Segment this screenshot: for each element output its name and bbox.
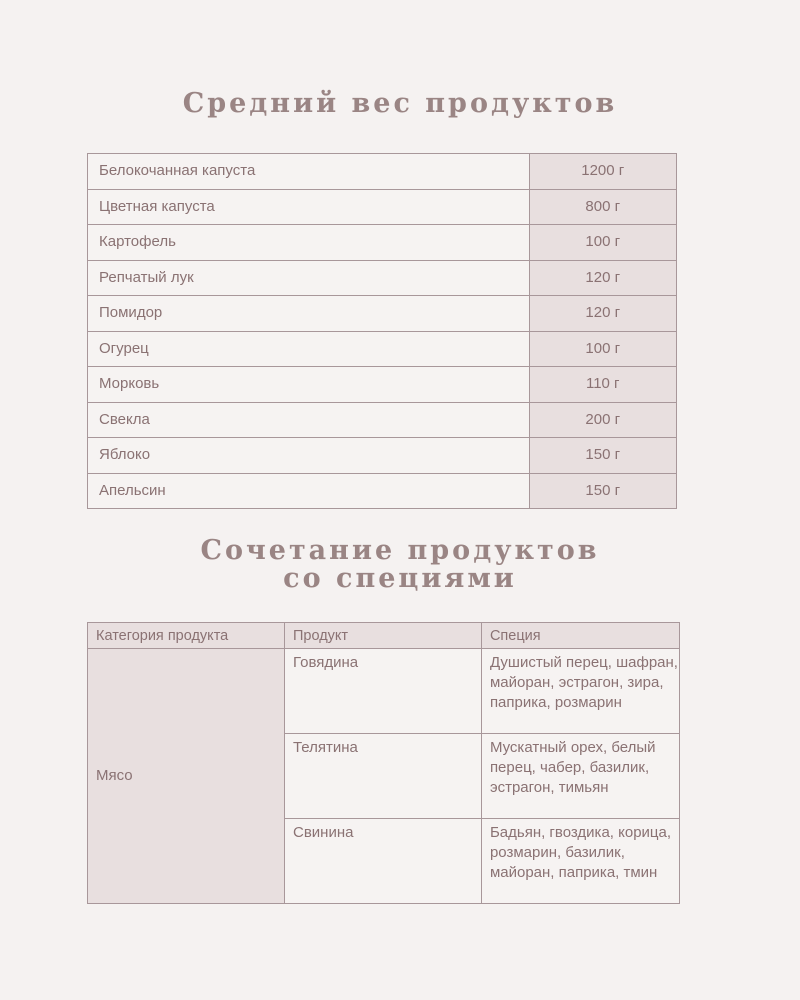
table-row — [88, 367, 677, 403]
table-row — [88, 225, 677, 261]
spice-cell: Душистый перец, шафран, майоран, эстрагон, зира, паприка, розмарин — [481, 649, 679, 734]
spice-cell: Бадьян, гвоздика, корица, розмарин, базилик, майоран, паприка, тмин — [481, 819, 679, 904]
product-cell: Картофель — [88, 225, 530, 261]
table-row — [88, 331, 677, 367]
weight-cell: 150 г — [529, 473, 677, 509]
spice-pairing-table — [87, 622, 680, 904]
average-weight-table — [87, 153, 677, 509]
weight-cell: 110 г — [529, 367, 677, 403]
product-cell: Помидор — [88, 296, 530, 332]
table-row — [88, 473, 677, 509]
table-row — [88, 438, 677, 474]
page-title-spice-pairing — [0, 537, 800, 593]
product-cell: Яблоко — [88, 438, 530, 474]
weight-cell: 120 г — [529, 260, 677, 296]
product-cell: Свекла — [88, 402, 530, 438]
product-cell: Морковь — [88, 367, 530, 403]
product-cell: Апельсин — [88, 473, 530, 509]
table-row — [88, 154, 677, 190]
title-line-2: со специями — [283, 563, 517, 594]
table-row — [88, 296, 677, 332]
weight-cell: 100 г — [529, 331, 677, 367]
spice-cell: Мускатный орех, белый перец, чабер, базилик, эстрагон, тимьян — [481, 734, 679, 819]
weight-cell: 1200 г — [529, 154, 677, 190]
product-cell: Телятина — [284, 734, 481, 819]
page-title-average-weight: Средний вес продуктов — [182, 88, 618, 119]
weight-cell: 800 г — [529, 189, 677, 225]
header-spice: Специя — [481, 623, 679, 649]
product-cell: Говядина — [284, 649, 481, 734]
product-cell: Белокочанная капуста — [88, 154, 530, 190]
table-row — [88, 402, 677, 438]
weight-cell: 100 г — [529, 225, 677, 261]
title-line-1: Сочетание продуктов — [200, 535, 600, 566]
category-cell: Мясо — [88, 649, 285, 904]
weight-cell: 150 г — [529, 438, 677, 474]
header-product: Продукт — [284, 623, 481, 649]
table-row — [88, 649, 680, 734]
weight-cell: 120 г — [529, 296, 677, 332]
product-cell: Цветная капуста — [88, 189, 530, 225]
table-header-row — [88, 623, 680, 649]
product-cell: Огурец — [88, 331, 530, 367]
header-category: Категория продукта — [88, 623, 285, 649]
weight-cell: 200 г — [529, 402, 677, 438]
table-row — [88, 260, 677, 296]
table-row — [88, 189, 677, 225]
product-cell: Свинина — [284, 819, 481, 904]
product-cell: Репчатый лук — [88, 260, 530, 296]
